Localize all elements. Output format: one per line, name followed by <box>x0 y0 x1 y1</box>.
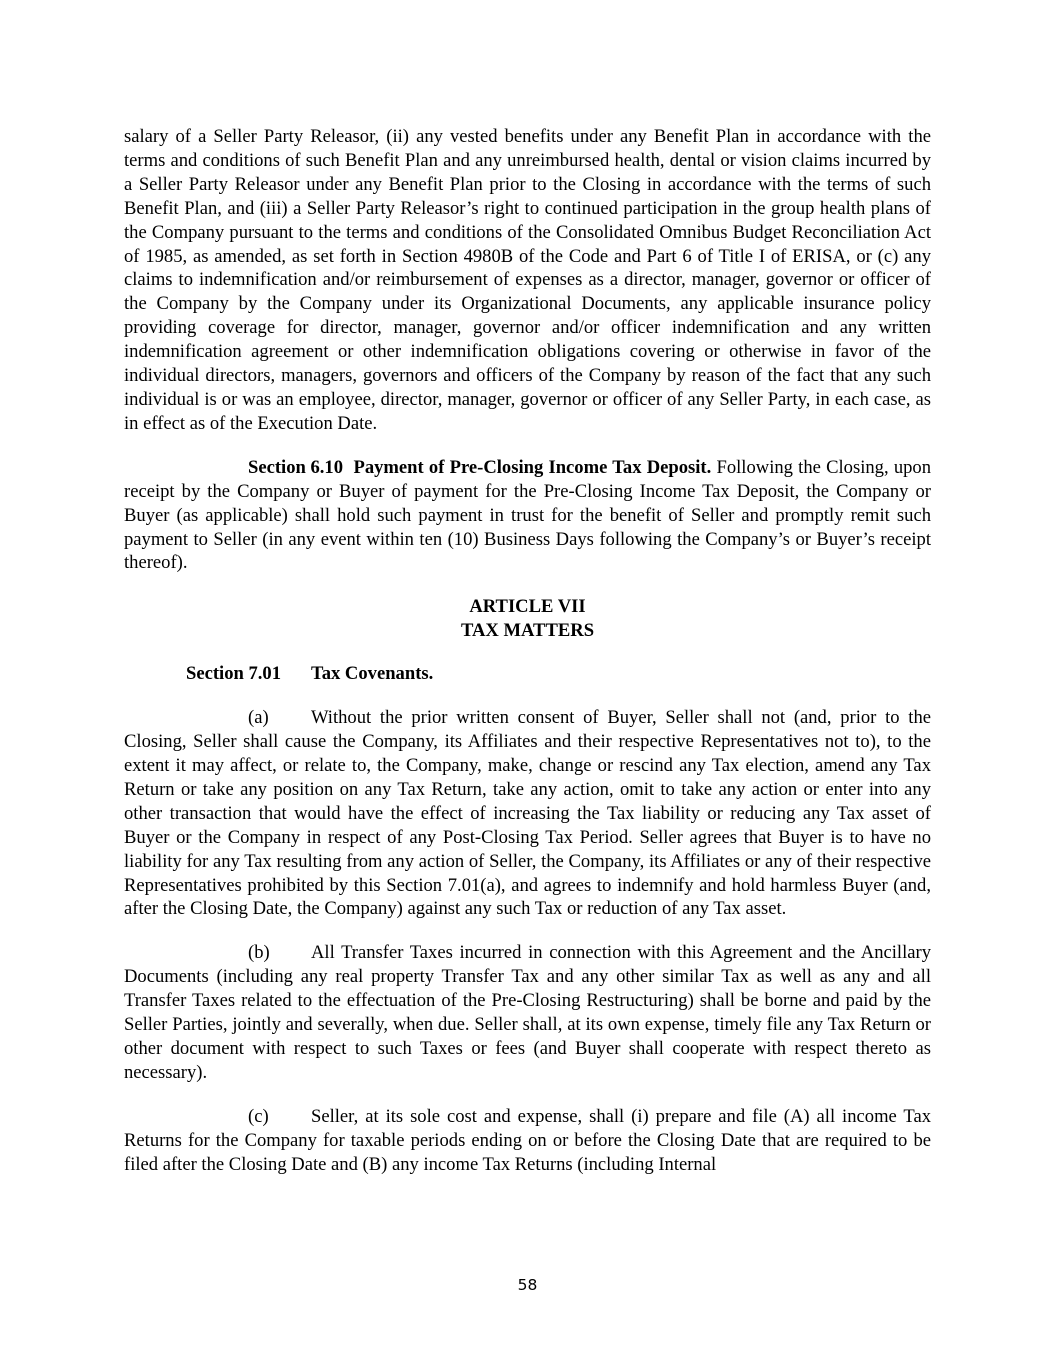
article-number: ARTICLE VII <box>469 596 586 618</box>
page-number: 58 <box>517 1276 538 1294</box>
subsection-a-text: Without the prior written consent of Buyer, Seller shall not (and, prior to the Closing, Seller shall cause the Company, its Affiliates and their respective Representatives not to), to the extent it may affect, or relate to, the Company, make, change or rescind any Tax election, amend any Tax Return or take any position on any Tax Return, take any action, omit to take any action or enter into any other transaction that would have the effect of increasing the Tax liability or reducing any Tax asset of Buyer or the Company in respect of any Post-Closing Tax Period. Seller agrees that Buyer is to have no liability for any Tax resulting from any action of Seller, the Company, its Affiliates or any of their respective Representatives prohibited by this Section 7.01(a), and agrees to indemnify and hold harmless Buyer (and, after the Closing Date, the Company) against any such Tax or reduction of any Tax asset. <box>124 707 931 920</box>
continued-paragraph: salary of a Seller Party Releasor, (ii) any vested benefits under any Benefit Plan in accordance with the terms and conditions of such Benefit Plan and any unreimbursed health, dental or vision claims incurred by a Seller Party Releasor under any Benefit Plan prior to the Closing in accordance with the terms of such Benefit Plan, and (iii) a Seller Party Releasor’s right to continued participation in the group health plans of the Company pursuant to the terms and conditions of the Consolidated Omnibus Budget Reconciliation Act of 1985, as amended, as set forth in Section 4980B of the Code and Part 6 of Title I of ERISA, or (c) any claims to indemnification and/or reimbursement of expenses as a director, manager, governor or officer of the Company by the Company under its Organizational Documents, any applicable insurance policy providing coverage for director, manager, governor and/or officer indemnification and any written indemnification agreement or other indemnification obligations covering or otherwise in favor of the individual directors, managers, governors and officers of the Company by reason of the fact that any such individual is or was an employee, director, manager, governor or officer of any Seller Party, in each case, as in effect as of the Execution Date. <box>124 126 931 434</box>
section-6-10-number: Section 6.10 <box>248 456 344 478</box>
section-6-10-heading: Payment of Pre-Closing Income Tax Deposit. <box>353 456 712 478</box>
section-7-01-heading <box>124 662 931 686</box>
document-page <box>124 125 931 1177</box>
section-7-01-title: Tax Covenants. <box>311 663 434 685</box>
subsection-b-text: All Transfer Taxes incurred in connection with this Agreement and the Ancillary Documents (including any real property Transfer Tax and any other similar Tax as well as any and all Transfer Taxes related to the effectuation of the Pre-Closing Restructuring) shall be borne and paid by the Seller Parties, jointly and severally, when due. Seller shall, at its own expense, timely file any Tax Return or other document with respect to such Taxes or fees (and Buyer shall cooperate with respect thereto as necessary). <box>124 942 931 1083</box>
section-6-10 <box>124 456 931 576</box>
subsection-c-label: (c) <box>248 1105 269 1127</box>
subsection-b-label: (b) <box>248 942 270 964</box>
article-heading <box>124 595 931 643</box>
subsection-c <box>124 1105 931 1177</box>
subsection-c-text: Seller, at its sole cost and expense, shall (i) prepare and file (A) all income Tax Returns for the Company for taxable periods ending on or before the Closing Date that are required to be filed after the Closing Date and (B) any income Tax Returns (including Internal <box>124 1105 931 1175</box>
section-6-10-body: Following the Closing, upon receipt by the Company or Buyer of payment for the Pre-Closing Income Tax Deposit, the Company or Buyer (as applicable) shall hold such payment in trust for the benefit of Seller and promptly remit such payment to Seller (in any event within ten (10) Business Days following the Company’s or Buyer’s receipt thereof). <box>124 456 932 574</box>
section-7-01-number: Section 7.01 <box>186 663 282 685</box>
subsection-a <box>124 706 931 921</box>
article-title: TAX MATTERS <box>460 620 595 642</box>
subsection-a-label: (a) <box>248 707 269 729</box>
subsection-b <box>124 941 931 1084</box>
